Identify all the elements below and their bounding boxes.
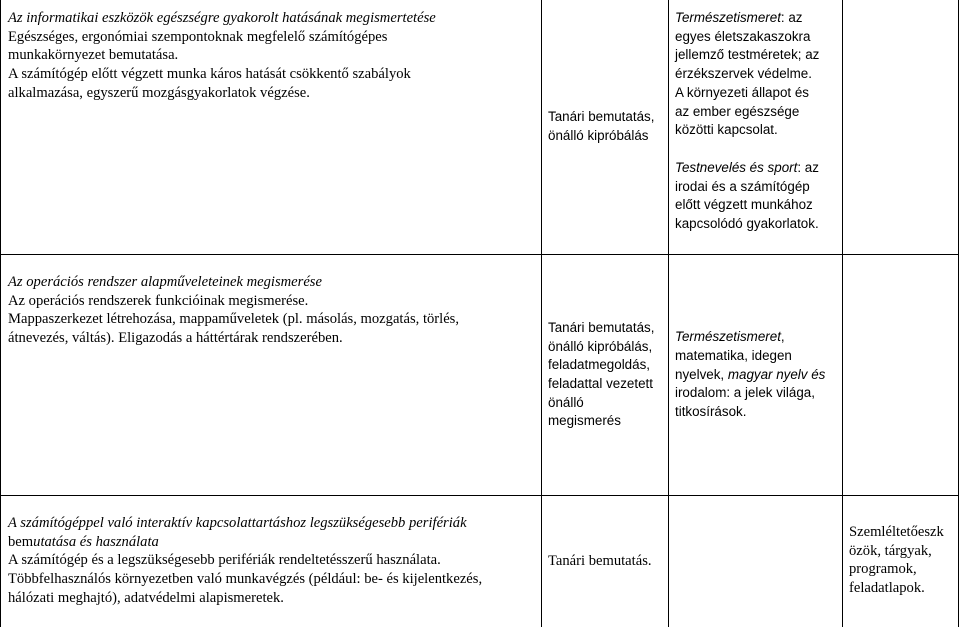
table-row-1-method-cell <box>548 0 666 254</box>
topic-title: Az operációs rendszer alapműveleteinek megismerése <box>8 274 322 290</box>
tools-line: feladatlapok. <box>849 580 925 597</box>
topic-line: munkakörnyezet bemutatása. <box>8 47 179 64</box>
topic-line: A számítógép előtt végzett munka káros hatását csökkentő szabályok <box>8 66 411 83</box>
method-line: feladatmegoldás, <box>548 357 650 373</box>
tools-line: programok, <box>849 561 917 578</box>
link-line: egyes életszakaszokra <box>675 28 811 44</box>
table-row-2-method-cell <box>548 255 666 495</box>
link-line: A környezeti állapot és <box>675 84 809 100</box>
subject-physical-education: Testnevelés és sport <box>675 159 798 175</box>
topic-line: hálózati meghajtó), adatvédelmi alapismeretek. <box>8 589 284 606</box>
link-line: titkosírások. <box>675 404 747 420</box>
topic-title-cont: bemutatása és használata <box>8 533 159 550</box>
topic-title: Az informatikai eszközök egészségre gyakorolt hatásának megismertetése <box>8 10 436 26</box>
link-line: irodalom: a jelek világa, <box>675 385 815 401</box>
table-border-right <box>958 0 959 627</box>
link-line: közötti kapcsolat. <box>675 122 778 138</box>
table-row-2-links-cell <box>675 255 839 495</box>
link-line: kapcsolódó gyakorlatok. <box>675 216 819 232</box>
table-row-1-topic-cell <box>8 9 536 103</box>
subject-hungarian-literature: magyar nyelv és <box>727 366 826 382</box>
link-line: Testnevelés és sport: az <box>675 159 819 175</box>
link-line: jellemző testméretek; az <box>675 47 820 63</box>
link-line: az ember egészsége <box>675 103 800 119</box>
method-line: Tanári bemutatás, <box>548 109 655 125</box>
method-line: önálló kipróbálás, <box>548 338 653 354</box>
link-line: matematika, idegen <box>675 347 792 363</box>
method-line: Tanári bemutatás, <box>548 319 655 335</box>
topic-line: alkalmazása, egyszerű mozgásgyakorlatok végzése. <box>8 84 310 101</box>
topic-line: átnevezés, váltás). Eligazodás a háttértárak rendszerében. <box>8 330 343 347</box>
link-line: nyelvek, magyar nyelv és <box>675 366 826 382</box>
method-line: önálló <box>548 394 584 410</box>
subject-natural-science: Természetismeret <box>675 10 781 25</box>
link-line: irodai és a számítógép <box>675 178 810 194</box>
link-line: érzékszervek védelme. <box>675 66 812 82</box>
method-line: Tanári bemutatás. <box>548 553 652 569</box>
topic-line: Az operációs rendszerek funkcióinak megismerése. <box>8 292 309 309</box>
table-divider-col2 <box>668 0 669 627</box>
link-line: Természetismeret: az <box>675 10 803 25</box>
method-line: önálló kipróbálás <box>548 128 649 143</box>
table-row-3-method-cell <box>548 552 666 571</box>
method-line: megismerés <box>548 413 621 429</box>
tools-line: özök, tárgyak, <box>849 542 932 559</box>
topic-line: Többfelhasználós környezetben való munkavégzés (például: be- és kijelentkezés, <box>8 571 483 588</box>
table-row-1-links-cell <box>675 9 839 234</box>
table-row-divider-2 <box>0 495 959 496</box>
topic-title: A számítógéppel való interaktív kapcsolattartáshoz legszükségesebb perifériák <box>8 515 467 531</box>
method-line: feladattal vezetett <box>548 376 653 391</box>
tools-line: Szemléltetőeszk <box>849 524 944 540</box>
subject-natural-science: Természetismeret <box>675 329 781 345</box>
table-divider-col1 <box>541 0 542 627</box>
topic-line: Egészséges, ergonómiai szempontoknak megfelelő számítógépes <box>8 28 388 45</box>
topic-line: Mappaszerkezet létrehozása, mappaműveletek (pl. másolás, mozgatás, törlés, <box>8 311 460 328</box>
table-row-3-tools-cell <box>849 523 957 598</box>
table-border-left <box>0 0 1 627</box>
table-row-2-topic-cell <box>8 273 536 348</box>
link-line: előtt végzett munkához <box>675 197 813 213</box>
table-divider-col3 <box>842 0 843 627</box>
table-row-3-topic-cell <box>8 514 536 608</box>
topic-line: A számítógép és a legszükségesebb perifériák rendeltetésszerű használata. <box>8 552 441 569</box>
link-line: Természetismeret, <box>675 329 785 345</box>
